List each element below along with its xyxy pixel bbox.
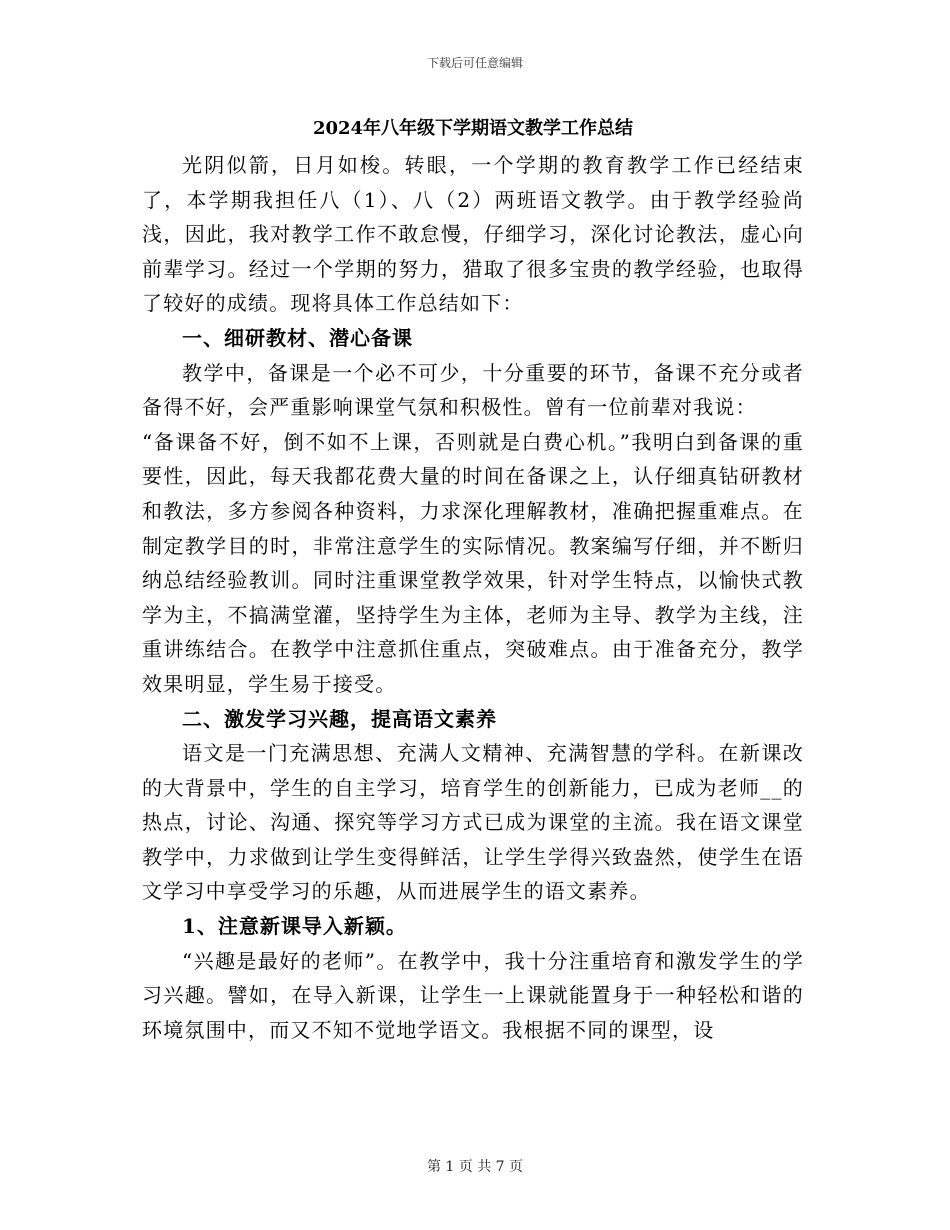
section-1-paragraph: 教学中，备课是一个必不可少，十分重要的环节，备课不充分或者备得不好，会严重影响课堂气氛和积极性。曾有一位前辈对我说： [142, 360, 804, 420]
section-1-paragraph-continued: “备课备不好，倒不如不上课，否则就是白费心机。”我明白到备课的重要性，因此，每天我都花费大量的时间在备课之上，认仔细真钻研教材和教法，多方参阅各种资料，力求深化理解教材，准确把握重难点。在制定教学目的时，非常注意学生的实际情况。教案编写仔细，并不断归纳总结经验教训。同时注重课堂教学效果，针对学生特点，以愉快式教学为主，不搞满堂灌，坚持学生为主体，老师为主导、教学为主线，注重讲练结合。在教学中注意抓住重点，突破难点。由于准备充分，教学效果明显，学生易于接受。 [142, 429, 804, 696]
section-2-heading: 二、激发学习兴趣，提高语文素养 [182, 706, 497, 731]
document-title: 2024年八年级下学期语文教学工作总结 [312, 118, 634, 139]
page-header-note: 下载后可任意编辑 [426, 56, 523, 70]
subsection-1-paragraph: “兴趣是最好的老师”。在教学中，我十分注重培育和激发学生的学习兴趣。譬如，在导入新课，让学生一上课就能置身于一种轻松和谐的环境氛围中，而又不知不觉地学语文。我根据不同的课型，设 [142, 948, 804, 1042]
subsection-1-heading: 1、注意新课导入新颖。 [182, 914, 407, 939]
section-1-heading: 一、细研教材、潜心备课 [182, 325, 413, 350]
section-2-paragraph: 语文是一门充满思想、充满人文精神、充满智慧的学科。在新课改的大背景中，学生的自主学习，培育学生的创新能力，已成为老师__的热点，讨论、沟通、探究等学习方式已成为课堂的主流。我在语文课堂教学中，力求做到让学生变得鲜活，让学生学得兴致盎然，使学生在语文学习中享受学习的乐趣，从而进展学生的语文素养。 [142, 741, 804, 904]
document-body [142, 112, 804, 1047]
page-number-footer: 第 1 页 共 7 页 [426, 1159, 524, 1175]
intro-paragraph: 光阴似箭，日月如梭。转眼，一个学期的教育教学工作已经结束了，本学期我担任八（1）、八（2）两班语文教学。由于教学经验尚浅，因此，我对教学工作不敢怠慢，仔细学习，深化讨论教法，虚心向前辈学习。经过一个学期的努力，猎取了很多宝贵的教学经验，也取得了较好的成绩。现将具体工作总结如下： [142, 153, 804, 316]
